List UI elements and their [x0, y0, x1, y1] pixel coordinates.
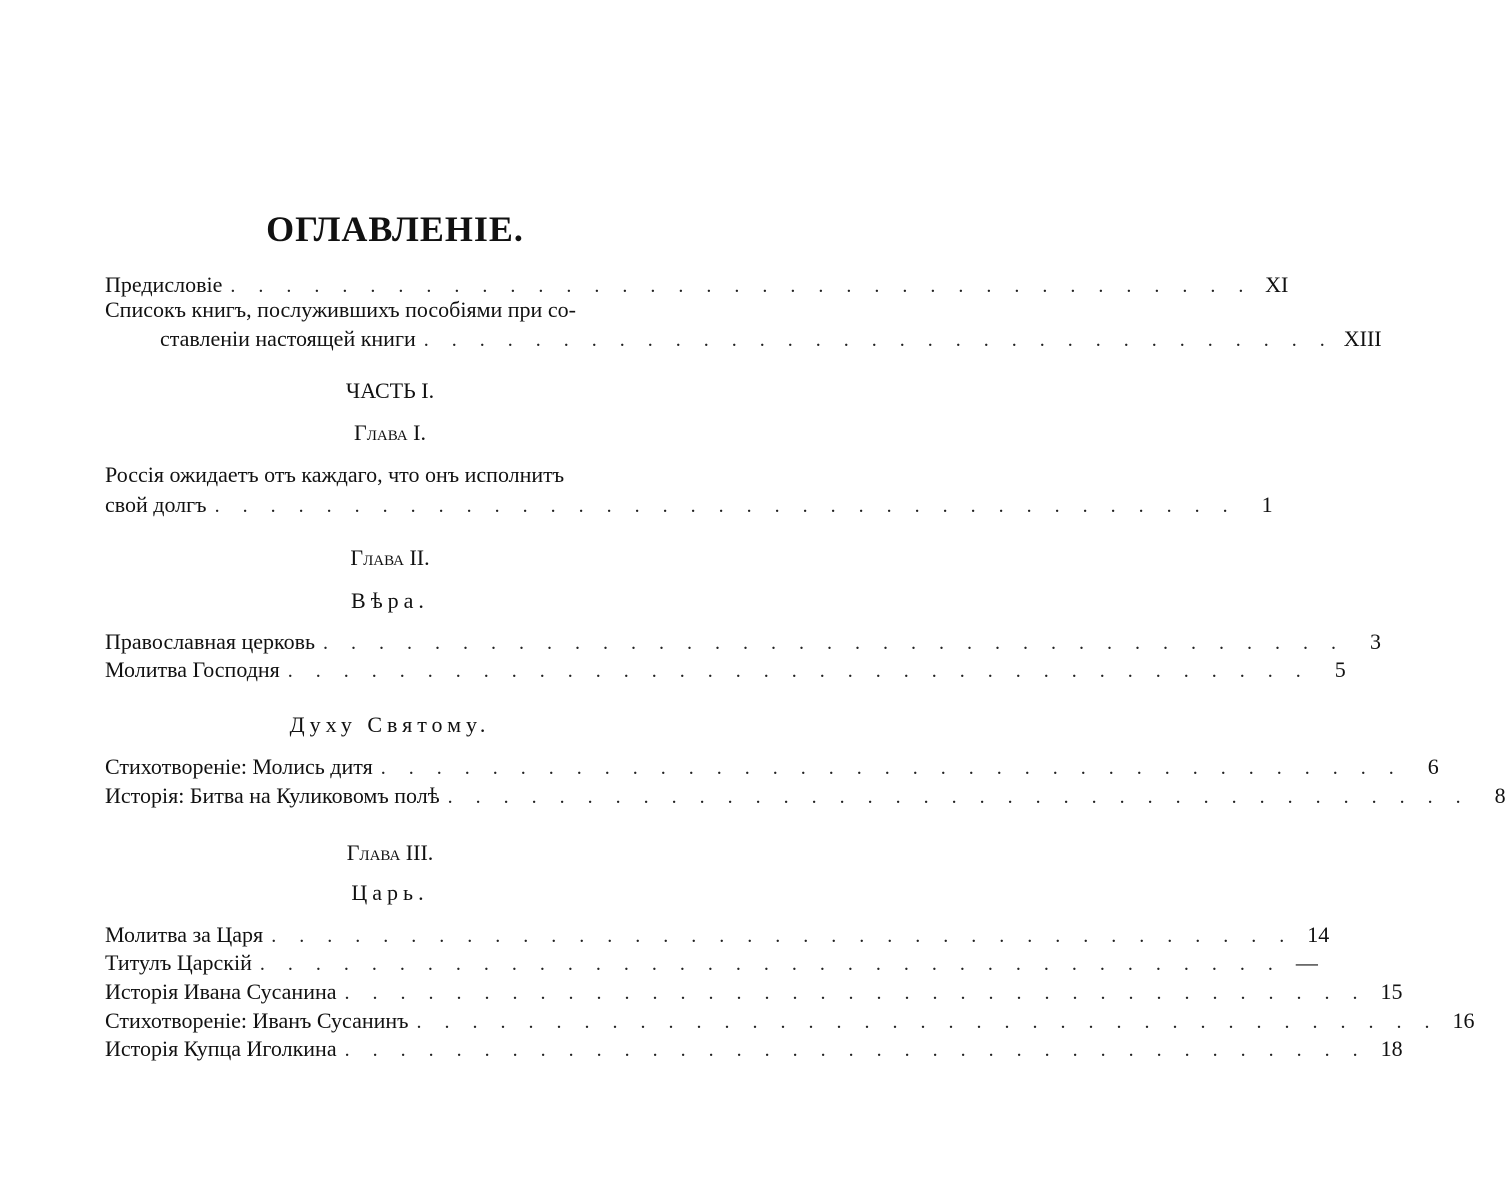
toc-entry	[105, 629, 1382, 659]
toc-entry-russia-line1: Россiя ожидаетъ отъ каждаго, что онъ исполнитъ	[105, 462, 565, 487]
entry-text: ставленiи настоящей книги	[160, 326, 416, 351]
leader-dots: . . . . . . . . . . . . . . . . . . . . . . . . . . . . . . . . . . . . .	[344, 1039, 1367, 1061]
page-title: ОГЛАВЛЕНIЕ.	[266, 209, 524, 249]
leader-dots: . . . . . . . . . . . . . . . . . . . . . . . . . . . . . . . . . . . . .	[271, 925, 1294, 947]
part-heading: ЧАСТЬ I.	[345, 378, 435, 403]
entry-text: Исторiя Купца Иголкина	[105, 1036, 337, 1061]
toc-entry-booklist	[160, 326, 1382, 356]
leader-dots: . . . . . . . . . . . . . . . . . . . . . . . . . . . . . . . . .	[423, 329, 1334, 351]
leader-dots: . . . . . . . . . . . . . . . . . . . . . . . . . . . . . . . . . . . . .	[380, 757, 1403, 779]
toc-entry	[105, 922, 1330, 952]
entry-text: свой долгъ	[105, 492, 207, 517]
entry-text: Предисловiе	[105, 272, 223, 297]
entry-text: Стихотворенiе: Иванъ Сусанинъ	[105, 1008, 409, 1033]
leader-dots: . . . . . . . . . . . . . . . . . . . . . . . . . . . . . . . . . . . . .	[230, 275, 1253, 297]
toc-entry-booklist-line1: Списокъ книгъ, послужившихъ пособiями при со-	[105, 297, 576, 322]
entry-page: 16	[1452, 1008, 1475, 1033]
entry-page: 3	[1370, 629, 1382, 654]
leader-dots: . . . . . . . . . . . . . . . . . . . . . . . . . . . . . . . . . . . . .	[447, 786, 1470, 808]
section-heading-tsar: Царь.	[351, 880, 429, 905]
leader-dots: . . . . . . . . . . . . . . . . . . . . . . . . . . . . . . . . . . . . .	[323, 632, 1346, 654]
chapter-heading-1: Глава I.	[354, 420, 426, 445]
entry-text: Стихотворенiе: Молись дитя	[105, 754, 373, 779]
chapter-heading-2: Глава II.	[350, 545, 430, 570]
entry-page: 8	[1494, 783, 1506, 808]
entry-page: 5	[1334, 657, 1346, 682]
entry-page: 6	[1427, 754, 1439, 779]
entry-page: XI	[1265, 272, 1289, 297]
toc-entry	[105, 783, 1506, 813]
leader-dots: . . . . . . . . . . . . . . . . . . . . . . . . . . . . . . . . . . . . .	[259, 953, 1282, 975]
section-heading-faith: Вѣра.	[351, 588, 429, 613]
leader-dots: . . . . . . . . . . . . . . . . . . . . . . . . . . . . . . . . . . . . .	[214, 495, 1237, 517]
leader-dots: . . . . . . . . . . . . . . . . . . . . . . . . . . . . . . . . . . . . .	[344, 982, 1367, 1004]
toc-entry	[105, 1008, 1475, 1038]
entry-text: Исторiя: Битва на Куликовомъ полѣ	[105, 783, 440, 808]
leader-dots: . . . . . . . . . . . . . . . . . . . . . . . . . . . . . . . . . . . . .	[416, 1011, 1439, 1033]
toc-entry	[105, 657, 1346, 687]
entry-text: Молитва Господня	[105, 657, 280, 682]
entry-page: 1	[1261, 492, 1273, 517]
entry-page: —	[1295, 950, 1318, 975]
toc-entry	[105, 754, 1439, 784]
entry-text: Исторiя Ивана Сусанина	[105, 979, 337, 1004]
entry-text: Титулъ Царскiй	[105, 950, 252, 975]
toc-entry	[105, 1036, 1403, 1066]
entry-page: 18	[1380, 1036, 1403, 1061]
leader-dots: . . . . . . . . . . . . . . . . . . . . . . . . . . . . . . . . . . . . .	[287, 660, 1310, 682]
entry-page: 14	[1307, 922, 1330, 947]
entry-text: Православная церковь	[105, 629, 316, 654]
toc-entry	[105, 950, 1318, 980]
entry-page: XIII	[1343, 326, 1382, 351]
chapter-heading-3: Глава III.	[346, 840, 434, 865]
section-heading-holy-spirit: Духу Святому.	[289, 712, 491, 737]
toc-entry-russia	[105, 492, 1273, 522]
toc-entry	[105, 979, 1403, 1009]
entry-page: 15	[1380, 979, 1403, 1004]
entry-text: Молитва за Царя	[105, 922, 264, 947]
